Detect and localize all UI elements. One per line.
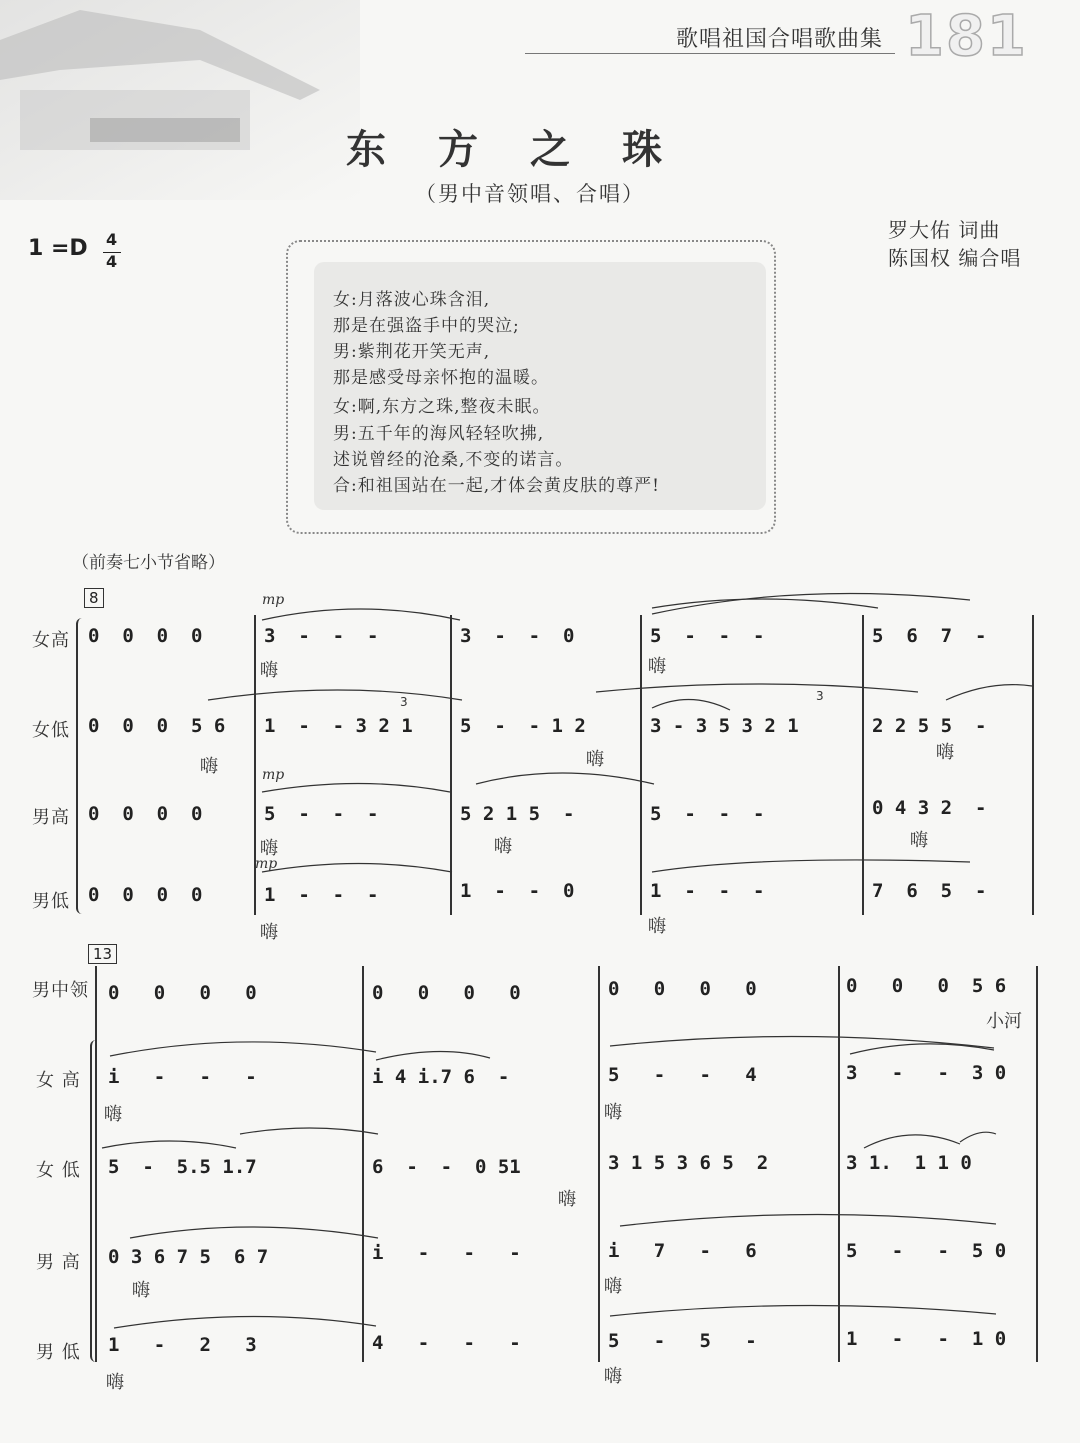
rehearsal-mark: 8 — [84, 588, 104, 608]
credit-arranger: 陈国权 编合唱 — [888, 246, 1022, 270]
measure: 1 - - - — [264, 884, 379, 906]
measure: 0 0 0 0 — [608, 978, 757, 1000]
measure: 0 0 0 5 6 — [88, 715, 226, 737]
measure: 0 4 3 2 - — [872, 797, 987, 819]
sung-word: 嗨 — [604, 1276, 622, 1297]
dynamic-mark: mp — [255, 856, 278, 872]
sung-word: 嗨 — [260, 838, 278, 859]
measure: 0 3 6 7 5 6 7 — [108, 1246, 269, 1268]
lyric-line: 那是感受母亲怀抱的温暖。 — [333, 368, 549, 388]
measure: 3 1 5 3 6 5 2 — [608, 1152, 769, 1174]
sung-word: 小河 — [986, 1011, 1022, 1032]
sung-word: 嗨 — [936, 742, 954, 763]
measure: 1 - 2 3 — [108, 1334, 257, 1356]
lyric-line: 述说曾经的沧桑,不变的诺言。 — [333, 450, 574, 470]
sung-word: 嗨 — [106, 1372, 124, 1393]
measure: 4 - - - — [372, 1332, 521, 1354]
measure: 3 - - 0 — [460, 625, 575, 647]
dynamic-mark: mp — [262, 767, 285, 783]
measure: 3 - - - — [264, 625, 379, 647]
lyric-line: 合:和祖国站在一起,才体会黄皮肤的尊严! — [333, 476, 660, 496]
sung-word: 嗨 — [604, 1366, 622, 1387]
song-title: 东方之珠 — [346, 126, 714, 173]
svg-text:3: 3 — [816, 689, 824, 703]
measure: 7 6 5 - — [872, 880, 987, 902]
measure: 0 0 0 5 6 — [846, 975, 1007, 997]
lyric-line: 女:啊,东方之珠,整夜未眠。 — [333, 397, 551, 417]
measure: 0 0 0 0 — [88, 625, 203, 647]
measure: i - - - — [108, 1066, 257, 1088]
measure: 5 - - - — [650, 803, 765, 825]
measure: 6 - - 0 51 — [372, 1156, 521, 1178]
measure: i 7 - 6 — [608, 1240, 757, 1262]
key-signature: 1 =D — [28, 236, 88, 261]
part-label: 男 低 — [36, 1342, 81, 1363]
sung-word: 嗨 — [910, 830, 928, 851]
part-label: 女低 — [32, 720, 70, 741]
measure: i 4 i.7 6 - — [372, 1066, 510, 1088]
measure: 0 0 0 0 — [108, 982, 257, 1004]
sung-word: 嗨 — [200, 756, 218, 777]
measure: 5 - - 5 0 — [846, 1240, 1007, 1262]
rehearsal-mark: 13 — [88, 944, 117, 964]
measure: 3 - - 3 0 — [846, 1062, 1007, 1084]
sung-word: 嗨 — [494, 836, 512, 857]
measure: 0 0 0 0 — [372, 982, 521, 1004]
measure: 5 - - 1 2 — [460, 715, 586, 737]
svg-text:3: 3 — [400, 695, 408, 709]
credit-lyrics-music: 罗大佑 词曲 — [888, 218, 1001, 242]
sung-word: 嗨 — [132, 1280, 150, 1301]
part-label: 女 低 — [36, 1160, 81, 1181]
measure: 0 0 0 0 — [88, 803, 203, 825]
sung-word: 嗨 — [104, 1104, 122, 1125]
lyric-line: 男:五千年的海风轻轻吹拂, — [333, 424, 545, 444]
sung-word: 嗨 — [648, 656, 666, 677]
measure: 5 2 1 5 - — [460, 803, 575, 825]
time-signature-bottom: 4 — [106, 252, 118, 271]
measure: i - - - — [372, 1242, 521, 1264]
part-label: 女 高 — [36, 1070, 81, 1091]
book-title: 歌唱祖国合唱歌曲集 — [676, 27, 884, 52]
page-number: 181 — [905, 4, 1028, 69]
sung-word: 嗨 — [648, 916, 666, 937]
measure: 1 - - 0 — [460, 880, 575, 902]
part-label: 男中领 — [32, 980, 89, 1001]
part-label: 男 高 — [36, 1252, 81, 1273]
measure: 1 - - 3 2 1 — [264, 715, 413, 737]
song-subtitle: （男中音领唱、合唱） — [415, 182, 645, 206]
prelude-note: （前奏七小节省略） — [72, 553, 225, 573]
sung-word: 嗨 — [260, 660, 278, 681]
time-signature-top: 4 — [106, 230, 118, 249]
sung-word: 嗨 — [558, 1189, 576, 1210]
lyric-line: 女:月落波心珠含泪, — [333, 290, 491, 310]
measure: 2 2 5 5 - — [872, 715, 987, 737]
lyric-line: 男:紫荆花开笑无声, — [333, 342, 491, 362]
measure: 3 - 3 5 3 2 1 — [650, 715, 799, 737]
measure: 1 - - 1 0 — [846, 1328, 1007, 1350]
sung-word: 嗨 — [586, 749, 604, 770]
part-label: 男高 — [32, 807, 70, 828]
measure: 5 - - 4 — [608, 1064, 757, 1086]
measure: 5 - 5.5 1.7 — [108, 1156, 257, 1178]
lyric-line: 那是在强盗手中的哭泣; — [333, 316, 520, 336]
sung-word: 嗨 — [260, 922, 278, 943]
measure: 5 - 5 - — [608, 1330, 757, 1352]
measure: 3 1. 1 1 0 — [846, 1152, 972, 1174]
measure: 0 0 0 0 — [88, 884, 203, 906]
measure: 5 - - - — [264, 803, 379, 825]
measure: 5 - - - — [650, 625, 765, 647]
measure: 1 - - - — [650, 880, 765, 902]
sung-word: 嗨 — [604, 1102, 622, 1123]
measure: 5 6 7 - — [872, 625, 987, 647]
part-label: 女高 — [32, 630, 70, 651]
dynamic-mark: mp — [262, 592, 285, 608]
part-label: 男低 — [32, 891, 70, 912]
